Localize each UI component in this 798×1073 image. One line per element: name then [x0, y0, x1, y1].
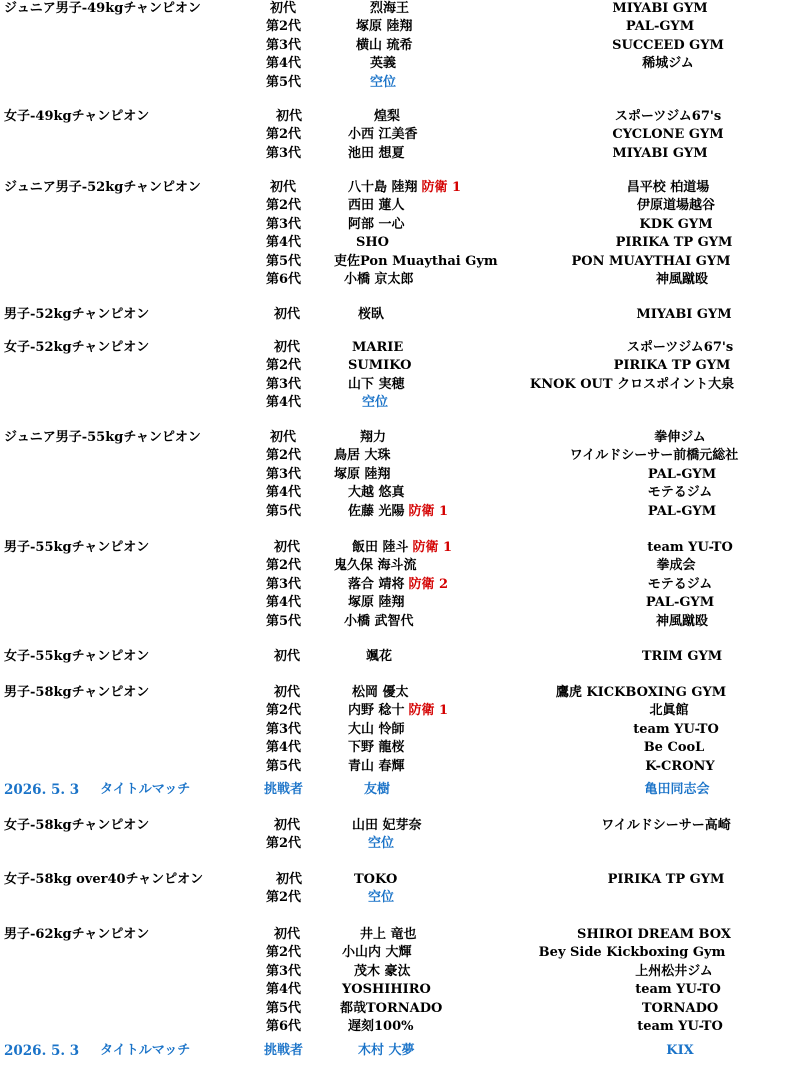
champion-name: 池田 想夏 — [348, 145, 405, 161]
champion-name: 内野 稔十 防衛 1 — [348, 703, 449, 719]
gym-name: 上州松井ジム — [635, 963, 713, 979]
gym-name: PAL-GYM — [625, 19, 695, 35]
generation: 第5代 — [266, 1000, 302, 1016]
defense-count: 防衛 1 — [408, 503, 449, 519]
champion-name: 翔力 — [360, 430, 387, 445]
champion-name: 小山内 大輝 — [342, 945, 412, 961]
category-title: ジュニア男子-49kgチャンピオン — [4, 1, 201, 16]
champion-row — [0, 835, 798, 853]
champion-row — [0, 429, 798, 447]
section-m52 — [0, 306, 798, 324]
champion-name: 大山 怜師 — [348, 721, 405, 737]
gym-name: PIRIKA TP GYM — [615, 235, 733, 251]
champion-name: 塚原 陸翔 — [348, 595, 405, 611]
generation: 第3代 — [266, 963, 302, 979]
champion-name: SHO — [356, 235, 389, 251]
category-title: 男子-58kgチャンピオン — [4, 685, 150, 700]
gym-name: MIYABI GYM — [612, 1, 708, 16]
champion-row — [0, 253, 798, 271]
generation: 第6代 — [266, 1018, 302, 1034]
generation: 第3代 — [266, 376, 302, 392]
champion-name: 小西 江美香 — [348, 127, 418, 143]
champion-row — [0, 466, 798, 484]
generation: 第2代 — [266, 19, 302, 35]
champion-row — [0, 271, 798, 289]
generation: 第5代 — [266, 613, 302, 629]
category-title: 女子-58kg over40チャンピオン — [4, 872, 204, 887]
gym-name: ワイルドシーサー高崎 — [601, 818, 731, 833]
champion-name: 塚原 陸翔 — [334, 466, 391, 482]
gym-name: スポーツジム67's — [614, 109, 722, 124]
champion-row — [0, 1000, 798, 1018]
generation: 第3代 — [266, 721, 302, 737]
generation: 第4代 — [266, 595, 302, 611]
champion-name: 煌梨 — [374, 109, 401, 124]
champion-row — [0, 0, 798, 18]
champion-name: 英義 — [370, 56, 397, 72]
champion-row — [0, 739, 798, 757]
gym-name: モテるジム — [647, 576, 713, 592]
generation: 第2代 — [266, 558, 302, 574]
generation: 初代 — [274, 649, 301, 664]
generation: 第3代 — [266, 37, 302, 53]
category-title: 女子-49kgチャンピオン — [4, 109, 150, 124]
champion-name: 塚原 陸翔 — [356, 19, 413, 35]
champion-name: 落合 靖将 防衛 2 — [348, 576, 449, 592]
champion-row — [0, 684, 798, 702]
champion-name: 下野 龍桜 — [348, 740, 405, 756]
champion-row — [0, 394, 798, 412]
champion-name: 小橋 武智代 — [344, 613, 414, 629]
title-match-row — [0, 781, 798, 799]
champion-name: 鳥居 大珠 — [334, 448, 391, 464]
generation: 第3代 — [266, 145, 302, 161]
section-m55 — [0, 539, 798, 631]
generation: 初代 — [276, 872, 303, 887]
champion-row — [0, 339, 798, 357]
title-match-line — [0, 1042, 798, 1060]
champion-row — [0, 234, 798, 252]
champion-name: 吏佐Pon Muaythai Gym — [334, 253, 498, 269]
section-w58 — [0, 817, 798, 854]
champion-row — [0, 108, 798, 126]
section-m58 — [0, 684, 798, 776]
gym-name: SUCCEED GYM — [612, 37, 724, 53]
champion-row — [0, 179, 798, 197]
generation: 第4代 — [266, 395, 302, 411]
champion-name: 颯花 — [366, 649, 393, 664]
gym-name: 拳成会 — [656, 558, 696, 574]
gym-name: 昌平校 柏道場 — [626, 180, 710, 195]
generation: 第5代 — [266, 74, 302, 90]
vacant-label: 空位 — [368, 836, 395, 852]
generation: 第6代 — [266, 271, 302, 287]
gym-name: team YU-TO — [635, 982, 721, 998]
generation: 第5代 — [266, 758, 302, 774]
category-title: ジュニア男子-52kgチャンピオン — [4, 180, 201, 195]
generation: 第2代 — [266, 836, 302, 852]
champion-row — [0, 576, 798, 594]
generation: 第3代 — [266, 216, 302, 232]
challenger-label: 挑戦者 — [264, 782, 304, 797]
champion-name: 井上 竜也 — [360, 927, 417, 942]
gym-name: K-CRONY — [645, 758, 715, 774]
generation: 第4代 — [266, 740, 302, 756]
champion-row — [0, 889, 798, 907]
champion-row — [0, 926, 798, 944]
gym-name: team YU-TO — [633, 721, 719, 737]
generation: 初代 — [274, 685, 301, 700]
generation: 第2代 — [266, 448, 302, 464]
generation: 初代 — [274, 540, 301, 555]
generation: 第5代 — [266, 253, 302, 269]
generation: 第2代 — [266, 890, 302, 906]
champion-name: 遅刻100% — [348, 1018, 414, 1034]
generation: 初代 — [270, 180, 297, 195]
champion-row — [0, 702, 798, 720]
gym-name: 拳伸ジム — [654, 430, 706, 445]
gym-name: Be CooL — [643, 740, 705, 756]
gym-name: 稀城ジム — [642, 56, 694, 72]
generation: 初代 — [274, 818, 301, 833]
gym-name: 北眞館 — [649, 703, 689, 719]
champion-row — [0, 817, 798, 835]
challenger-label: 挑戦者 — [264, 1043, 304, 1058]
champion-row — [0, 216, 798, 234]
champion-row — [0, 55, 798, 73]
gym-name: CYCLONE GYM — [612, 127, 724, 143]
generation: 第2代 — [266, 703, 302, 719]
champion-row — [0, 963, 798, 981]
champion-row — [0, 1018, 798, 1036]
category-title: 男子-52kgチャンピオン — [4, 307, 150, 322]
gym-name: 神風蹴殴 — [655, 271, 709, 287]
match-date: 2026. 5. 3 — [4, 782, 80, 798]
champion-name: 都哉TORNADO — [340, 1000, 443, 1016]
champion-name: 桜臥 — [358, 307, 385, 322]
champion-row — [0, 503, 798, 521]
gym-name: スポーツジム67's — [626, 340, 734, 355]
champion-name: 飯田 陸斗 防衛 1 — [352, 540, 453, 555]
champion-name: 鬼久保 海斗流 — [334, 558, 417, 574]
champion-row — [0, 944, 798, 962]
title-match-row — [0, 1042, 798, 1060]
match-date: 2026. 5. 3 — [4, 1043, 80, 1059]
gym-name: MIYABI GYM — [612, 145, 708, 161]
champion-name: 青山 春輝 — [348, 758, 405, 774]
generation: 第4代 — [266, 982, 302, 998]
champion-row — [0, 484, 798, 502]
gym-name: MIYABI GYM — [636, 307, 732, 322]
defense-count: 防衛 1 — [412, 540, 453, 555]
generation: 第4代 — [266, 485, 302, 501]
challenger-name: 友樹 — [364, 782, 391, 797]
gym-name: ワイルドシーサー前橋元総社 — [569, 448, 739, 464]
vacant-label: 空位 — [370, 74, 397, 90]
generation: 第4代 — [266, 235, 302, 251]
champion-name: SUMIKO — [348, 358, 412, 374]
gym-name: PIRIKA TP GYM — [607, 872, 725, 887]
gym-name: team YU-TO — [637, 1018, 723, 1034]
gym-name: TRIM GYM — [641, 649, 723, 664]
champion-name: 烈海王 — [370, 1, 410, 16]
champion-row — [0, 357, 798, 375]
generation: 初代 — [274, 307, 301, 322]
champion-row — [0, 557, 798, 575]
title-match-line — [0, 781, 798, 799]
champion-name: 大越 悠真 — [348, 485, 405, 501]
gym-name: KNOK OUT クロスポイント大泉 — [529, 376, 735, 392]
champion-name: 横山 琉希 — [356, 37, 413, 53]
champion-name: MARIE — [352, 340, 404, 355]
gym-name: 伊原道場越谷 — [636, 198, 716, 214]
champion-name: 山田 妃芽奈 — [352, 818, 422, 833]
champion-name: 阿部 一心 — [348, 216, 405, 232]
generation: 初代 — [274, 927, 301, 942]
section-jr-m55 — [0, 429, 798, 521]
gym-name: TORNADO — [641, 1000, 719, 1016]
category-title: 女子-52kgチャンピオン — [4, 340, 150, 355]
section-jr-m52 — [0, 179, 798, 289]
gym-name: Bey Side Kickboxing Gym — [538, 945, 726, 961]
gym-name: KDK GYM — [639, 216, 713, 232]
category-title: 男子-62kgチャンピオン — [4, 927, 150, 942]
generation: 第4代 — [266, 56, 302, 72]
champion-name: 茂木 豪汰 — [354, 963, 411, 979]
champion-name: 小橋 京太郎 — [344, 271, 414, 287]
challenger-name: 木村 大夢 — [358, 1043, 415, 1058]
generation: 初代 — [274, 340, 301, 355]
champion-row — [0, 376, 798, 394]
gym-name: SHIROI DREAM BOX — [577, 927, 731, 942]
section-w52 — [0, 339, 798, 413]
category-title: 男子-55kgチャンピオン — [4, 540, 150, 555]
match-label: タイトルマッチ — [100, 782, 191, 797]
champion-name: 松岡 優太 — [352, 685, 409, 700]
generation: 第5代 — [266, 503, 302, 519]
generation: 第3代 — [266, 466, 302, 482]
section-jr-m49 — [0, 0, 798, 92]
gym-name: team YU-TO — [647, 540, 733, 555]
champion-row — [0, 145, 798, 163]
champion-row — [0, 447, 798, 465]
champion-name: 佐藤 光陽 防衛 1 — [348, 503, 449, 519]
generation: 第2代 — [266, 198, 302, 214]
category-title: ジュニア男子-55kgチャンピオン — [4, 430, 201, 445]
defense-count: 防衛 2 — [408, 576, 449, 592]
champion-row — [0, 981, 798, 999]
champion-row — [0, 197, 798, 215]
gym-name: モテるジム — [647, 485, 713, 501]
champion-row — [0, 126, 798, 144]
champion-row — [0, 37, 798, 55]
section-m62 — [0, 926, 798, 1036]
champion-row — [0, 758, 798, 776]
challenger-gym: KIX — [666, 1043, 694, 1058]
vacant-label: 空位 — [362, 395, 389, 411]
gym-name: PIRIKA TP GYM — [613, 358, 731, 374]
champion-row — [0, 539, 798, 557]
champion-row — [0, 594, 798, 612]
generation: 初代 — [270, 430, 297, 445]
category-title: 女子-55kgチャンピオン — [4, 649, 150, 664]
champion-name: 西田 蓮人 — [348, 198, 405, 214]
champion-row — [0, 871, 798, 889]
vacant-label: 空位 — [368, 890, 395, 906]
gym-name: PAL-GYM — [645, 595, 715, 611]
generation: 初代 — [270, 1, 297, 16]
champion-name: TOKO — [354, 872, 398, 887]
gym-name: PAL-GYM — [647, 503, 717, 519]
generation: 第2代 — [266, 127, 302, 143]
section-w58-over40 — [0, 871, 798, 908]
champion-name: 八十島 陸翔 防衛 1 — [348, 180, 462, 195]
generation: 第2代 — [266, 945, 302, 961]
challenger-gym: 亀田同志会 — [644, 782, 710, 797]
generation: 第2代 — [266, 358, 302, 374]
champion-row — [0, 18, 798, 36]
gym-name: 鷹虎 KICKBOXING GYM — [555, 685, 727, 700]
gym-name: PAL-GYM — [647, 466, 717, 482]
champion-row — [0, 306, 798, 324]
champion-name: 山下 実穂 — [348, 376, 405, 392]
gym-name: 神風蹴殴 — [655, 613, 709, 629]
champion-row — [0, 721, 798, 739]
section-w49 — [0, 108, 798, 163]
champion-row — [0, 648, 798, 666]
champion-name: YOSHIHIRO — [342, 982, 431, 998]
gym-name: PON MUAYTHAI GYM — [571, 253, 731, 269]
generation: 初代 — [276, 109, 303, 124]
champion-row — [0, 613, 798, 631]
category-title: 女子-58kgチャンピオン — [4, 818, 150, 833]
section-w55 — [0, 648, 798, 666]
defense-count: 防衛 1 — [421, 180, 462, 195]
defense-count: 防衛 1 — [408, 703, 449, 719]
generation: 第3代 — [266, 576, 302, 592]
champion-row — [0, 74, 798, 92]
match-label: タイトルマッチ — [100, 1043, 191, 1058]
